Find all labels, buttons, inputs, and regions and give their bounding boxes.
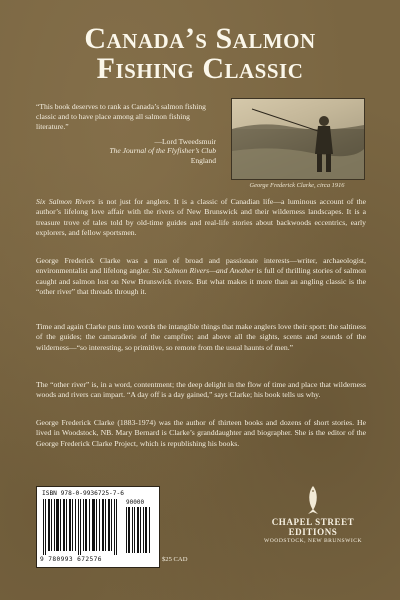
price-label: $25 CAD: [162, 556, 188, 563]
author-photo: [231, 98, 365, 180]
paragraph-2-text-b: is full of thrilling stories of salmon caught and salmon lost on New Brunswick rivers. But what makes it more than an angling classic is the “other river” that threads through it.: [36, 266, 366, 296]
quote-author: —Lord Tweedsmuir: [154, 136, 216, 146]
paragraph-1: [36, 197, 366, 238]
title-line-1: Canada’s Salmon: [84, 22, 316, 55]
publisher-place: WOODSTOCK, NEW BRUNSWICK: [263, 538, 363, 544]
book-title-mention: Six Salmon Rivers—and Another: [152, 266, 255, 276]
quote-journal: The Journal of the Flyfisher’s Club: [109, 146, 216, 156]
quote-attribution: [36, 137, 216, 166]
isbn-label: ISBN 978-0-9936725-7-6: [42, 490, 124, 497]
quote-country: England: [190, 156, 216, 166]
isbn-barcode: [36, 486, 160, 568]
barcode-extension-bars: [125, 507, 153, 553]
publisher-name: CHAPEL STREET EDITIONS: [271, 517, 355, 537]
quote-text: “This book deserves to rank as Canada’s salmon fishing classic and to have place among all salmon fishing literature.”: [36, 102, 206, 132]
paragraph-3: Time and again Clarke puts into words the intangible things that make anglers love their sport: the saltiness of the guides; the camaraderie of the campfire; and above all the sights, scents and sounds of the wilderness—“so interesting, so primitive, so remote from the usual haunts of men.”: [36, 322, 367, 352]
barcode-extension-digits: 90000: [126, 499, 145, 506]
barcode-ean-digits: 9 780993 672576: [40, 556, 102, 563]
paragraph-1-text: is not just for anglers. It is a classic of Canadian life—a luminous account of the author’s lifelong love affair with the rivers of New Brunswick and their wilderness landscapes. It is a treasure trove of tales told by old-time guides and real-life stories about backwoods eccentrics, early explorers, and fellow sportsmen.: [36, 197, 367, 237]
book-title-mention: Six Salmon Rivers: [36, 197, 95, 206]
barcode-bars: [41, 499, 121, 555]
paragraph-2: [36, 256, 366, 297]
paragraph-2-text-a: George Frederick Clarke was a man of broad and passionate interests—writer, archaeologist, environmentalist and lifelong angler.: [36, 256, 366, 276]
salmon-fish-icon: [300, 485, 326, 515]
endorsement-quote: [36, 102, 216, 166]
title-line-2: Fishing Classic: [96, 52, 304, 85]
paragraph-4: The “other river” is, in a word, contentment; the deep delight in the flow of time and place that wilderness woods and rivers can impart. “A day off is a day gained,” says Clarke; his book tells us why.: [36, 380, 366, 400]
paragraph-5: George Frederick Clarke (1883-1974) was the author of thirteen books and dozens of short stories. He lived in Woodstock, NB. Mary Bernard is Clarke’s granddaughter and biographer. She is the editor of the George Frederick Clarke Project, which is republishing his books.: [36, 418, 366, 448]
photo-caption: George Frederick Clarke, circa 1916: [249, 182, 345, 189]
publisher-block: [258, 485, 368, 544]
